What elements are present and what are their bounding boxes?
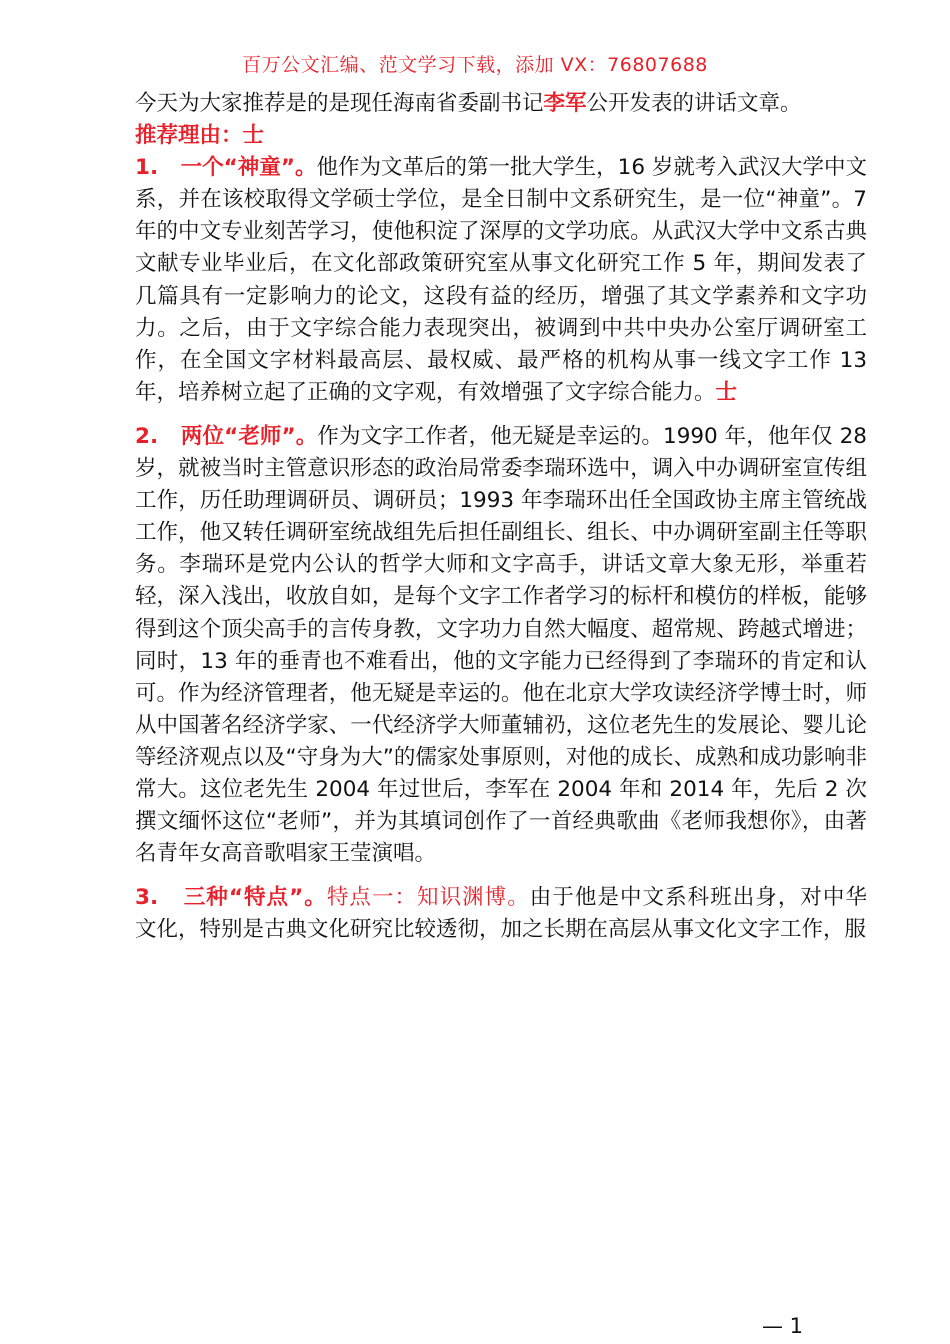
recommend-reason [91,120,867,152]
section-2-heading: 2. 两位“老师”。 [135,423,318,449]
intro-paragraph [91,88,867,120]
section-1-text: 他作为文革后的第一批大学生，16 岁就考入武汉大学中文系，并在该校取得文学硕士学位，是全日制中文系研究生，是一位“神童”。7 年的中文专业刻苦学习，使他积淀了深厚的文学功底。从武汉大学中文系古典文献专业毕业后，在文化部政策研究室从事文化研究工作 5 年，期间发表了几篇具有一定影响力的论文，这段有益的经历，增强了其文学素养和文字功力。之后，由于文字综合能力表现突出，被调到中共中央办公室厅调研室工作，在全国文字材料最高层、最权威、最严格的机构从事一线文字工作 13 年，培养树立起了正确的文字观，有效增强了文字综合能力。 [135,155,867,405]
section-1-paragraph [91,152,867,409]
intro-text-after: 公开发表的讲话文章。 [586,91,802,116]
reason-mark: 士 [242,123,265,149]
official-name: 李军 [543,91,587,116]
section-2-text: 作为文字工作者，他无疑是幸运的。1990 年，他年仅 28 岁，就被当时主管意识形态的政治局常委李瑞环选中，调入中办调研室宣传组工作，历任助理调研员、调研员；1993 年李瑞环出任全国政协主席主管统战工作，他又转任调研室统战组先后担任副组长、组长、中办调研室副主任等职务。李瑞环是党内公认的哲学大师和文字高手，讲话文章大象无形，举重若轻，深入浅出，收放自如，是每个文字工作者学习的标杆和模仿的样板，能够得到这个顶尖高手的言传身教，文字功力自然大幅度、超常规、跨越式增进；同时，13 年的垂青也不难看出，他的文字能力已经得到了李瑞环的肯定和认可。作为经济管理者，他无疑是幸运的。他在北京大学攻读经济学博士时，师从中国著名经济学家、一代经济学大师董辅礽，这位老先生的发展论、婴儿论等经济观点以及“守身为大”的儒家处事原则，对他的成长、成熟和成功影响非常大。这位老先生 2004 年过世后，李军在 2004 年和 2014 年，先后 2 次撰文缅怀这位“老师”，并为其填词创作了一首经典歌曲《老师我想你》，由著名青年女高音歌唱家王莹演唱。 [135,423,867,867]
promo-header: 百万公文汇编、范文学习下载，添加 VX：76807688 [242,54,708,76]
section-3-heading: 3. 三种“特点”。 [135,885,327,911]
section-3-paragraph [91,882,881,946]
intro-text-before: 今天为大家推荐是的是现任海南省委副书记 [135,91,544,116]
page-number: — 1 [762,1314,804,1338]
section-3-text: 由于他是中文系科班出身，对中华 文化，特别是古典文化研究比较透彻，加之长期在高层从事文化文字工作，服 [135,885,881,943]
section-3-subheading: 特点一：知识渊博。 [326,885,530,911]
document-body [91,88,881,946]
section-2-paragraph [91,421,867,870]
section-1-heading: 1. 一个“神童”。 [135,155,317,181]
recommend-reason-label: 推荐理由： [135,123,243,149]
section-1-mark: 士 [715,379,738,405]
